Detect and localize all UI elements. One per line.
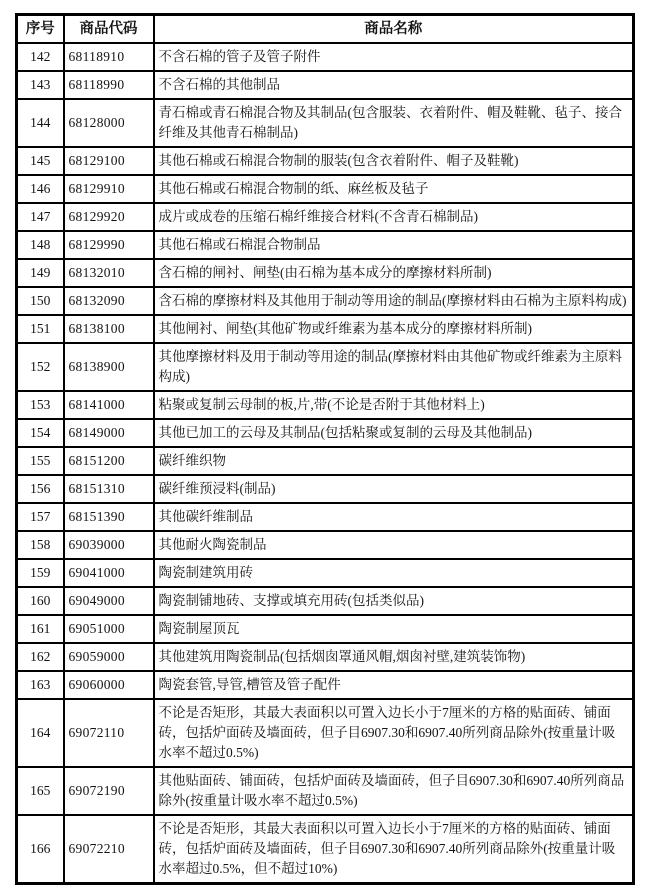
table-row	[17, 671, 634, 699]
serial-cell: 143	[17, 71, 64, 99]
serial-cell: 160	[17, 587, 64, 615]
name-cell: 青石棉或青石棉混合物及其制品(包含服装、衣着附件、帽及鞋靴、毡子、接合纤维及其他青石棉制品)	[154, 99, 634, 147]
table-row	[17, 71, 634, 99]
code-cell: 68138100	[64, 315, 154, 343]
name-cell: 不含石棉的其他制品	[154, 71, 634, 99]
commodity-code-table	[15, 13, 635, 885]
table-row	[17, 475, 634, 503]
name-cell: 其他石棉或石棉混合物制品	[154, 231, 634, 259]
code-cell: 69072210	[64, 815, 154, 884]
name-cell: 其他闸衬、闸垫(其他矿物或纤维素为基本成分的摩擦材料所制)	[154, 315, 634, 343]
serial-cell: 150	[17, 287, 64, 315]
code-cell: 69060000	[64, 671, 154, 699]
serial-cell: 164	[17, 699, 64, 767]
name-cell: 陶瓷制屋顶瓦	[154, 615, 634, 643]
serial-cell: 163	[17, 671, 64, 699]
serial-cell: 148	[17, 231, 64, 259]
table-body	[17, 43, 634, 884]
serial-cell: 159	[17, 559, 64, 587]
table-row	[17, 447, 634, 475]
header-commodity-code: 商品代码	[64, 15, 154, 44]
code-cell: 69039000	[64, 531, 154, 559]
serial-cell: 162	[17, 643, 64, 671]
table-row	[17, 615, 634, 643]
code-cell: 68129990	[64, 231, 154, 259]
header-serial-number: 序号	[17, 15, 64, 44]
code-cell: 69059000	[64, 643, 154, 671]
code-cell: 68132090	[64, 287, 154, 315]
code-cell: 68132010	[64, 259, 154, 287]
name-cell: 其他已加工的云母及其制品(包括粘聚或复制的云母及其他制品)	[154, 419, 634, 447]
serial-cell: 154	[17, 419, 64, 447]
header-commodity-name: 商品名称	[154, 15, 634, 44]
table-row	[17, 99, 634, 147]
table-row	[17, 699, 634, 767]
table-row	[17, 259, 634, 287]
table-row	[17, 643, 634, 671]
name-cell: 含石棉的闸衬、闸垫(由石棉为基本成分的摩擦材料所制)	[154, 259, 634, 287]
code-cell: 68138900	[64, 343, 154, 391]
serial-cell: 156	[17, 475, 64, 503]
code-cell: 69041000	[64, 559, 154, 587]
name-cell: 粘聚或复制云母制的板,片,带(不论是否附于其他材料上)	[154, 391, 634, 419]
serial-cell: 145	[17, 147, 64, 175]
table-row	[17, 531, 634, 559]
table-row	[17, 815, 634, 884]
table-row	[17, 391, 634, 419]
name-cell: 不论是否矩形，其最大表面积以可置入边长小于7厘米的方格的贴面砖、铺面砖，包括炉面砖及墙面砖，但子目6907.30和6907.40所列商品除外(按重量计吸水率不超过0.5%)	[154, 699, 634, 767]
table-row	[17, 559, 634, 587]
table-row	[17, 175, 634, 203]
code-cell: 69072110	[64, 699, 154, 767]
table-row	[17, 419, 634, 447]
serial-cell: 147	[17, 203, 64, 231]
name-cell: 碳纤维织物	[154, 447, 634, 475]
name-cell: 不含石棉的管子及管子附件	[154, 43, 634, 71]
code-cell: 68118990	[64, 71, 154, 99]
code-cell: 68141000	[64, 391, 154, 419]
code-cell: 68151390	[64, 503, 154, 531]
serial-cell: 153	[17, 391, 64, 419]
code-cell: 69072190	[64, 767, 154, 815]
serial-cell: 155	[17, 447, 64, 475]
serial-cell: 151	[17, 315, 64, 343]
name-cell: 不论是否矩形，其最大表面积以可置入边长小于7厘米的方格的贴面砖、铺面砖，包括炉面砖及墙面砖，但子目6907.30和6907.40所列商品除外(按重量计吸水率超过0.5%，但不超过10%)	[154, 815, 634, 884]
serial-cell: 144	[17, 99, 64, 147]
table-header-row	[17, 15, 634, 44]
code-cell: 68129910	[64, 175, 154, 203]
name-cell: 其他摩擦材料及用于制动等用途的制品(摩擦材料由其他矿物或纤维素为主原料构成)	[154, 343, 634, 391]
code-cell: 68149000	[64, 419, 154, 447]
name-cell: 其他碳纤维制品	[154, 503, 634, 531]
code-cell: 68151200	[64, 447, 154, 475]
name-cell: 陶瓷制建筑用砖	[154, 559, 634, 587]
table-row	[17, 503, 634, 531]
name-cell: 其他贴面砖、铺面砖，包括炉面砖及墙面砖，但子目6907.30和6907.40所列商品除外(按重量计吸水率不超过0.5%)	[154, 767, 634, 815]
name-cell: 其他耐火陶瓷制品	[154, 531, 634, 559]
code-cell: 68128000	[64, 99, 154, 147]
serial-cell: 142	[17, 43, 64, 71]
name-cell: 其他建筑用陶瓷制品(包括烟囱罩通风帽,烟囱衬壁,建筑装饰物)	[154, 643, 634, 671]
serial-cell: 149	[17, 259, 64, 287]
serial-cell: 146	[17, 175, 64, 203]
serial-cell: 165	[17, 767, 64, 815]
table-row	[17, 587, 634, 615]
serial-cell: 157	[17, 503, 64, 531]
code-cell: 69051000	[64, 615, 154, 643]
code-cell: 68129920	[64, 203, 154, 231]
name-cell: 陶瓷制铺地砖、支撑或填充用砖(包括类似品)	[154, 587, 634, 615]
serial-cell: 152	[17, 343, 64, 391]
name-cell: 其他石棉或石棉混合物制的服装(包含衣着附件、帽子及鞋靴)	[154, 147, 634, 175]
name-cell: 碳纤维预浸料(制品)	[154, 475, 634, 503]
serial-cell: 161	[17, 615, 64, 643]
name-cell: 含石棉的摩擦材料及其他用于制动等用途的制品(摩擦材料由石棉为主原料构成)	[154, 287, 634, 315]
table-row	[17, 287, 634, 315]
name-cell: 其他石棉或石棉混合物制的纸、麻丝板及毡子	[154, 175, 634, 203]
name-cell: 陶瓷套管,导管,槽管及管子配件	[154, 671, 634, 699]
table-row	[17, 203, 634, 231]
table-row	[17, 343, 634, 391]
table-row	[17, 43, 634, 71]
code-cell: 69049000	[64, 587, 154, 615]
serial-cell: 166	[17, 815, 64, 884]
table-row	[17, 767, 634, 815]
code-cell: 68151310	[64, 475, 154, 503]
table-row	[17, 315, 634, 343]
serial-cell: 158	[17, 531, 64, 559]
table-row	[17, 147, 634, 175]
code-cell: 68129100	[64, 147, 154, 175]
code-cell: 68118910	[64, 43, 154, 71]
table-row	[17, 231, 634, 259]
name-cell: 成片或成卷的压缩石棉纤维接合材料(不含青石棉制品)	[154, 203, 634, 231]
